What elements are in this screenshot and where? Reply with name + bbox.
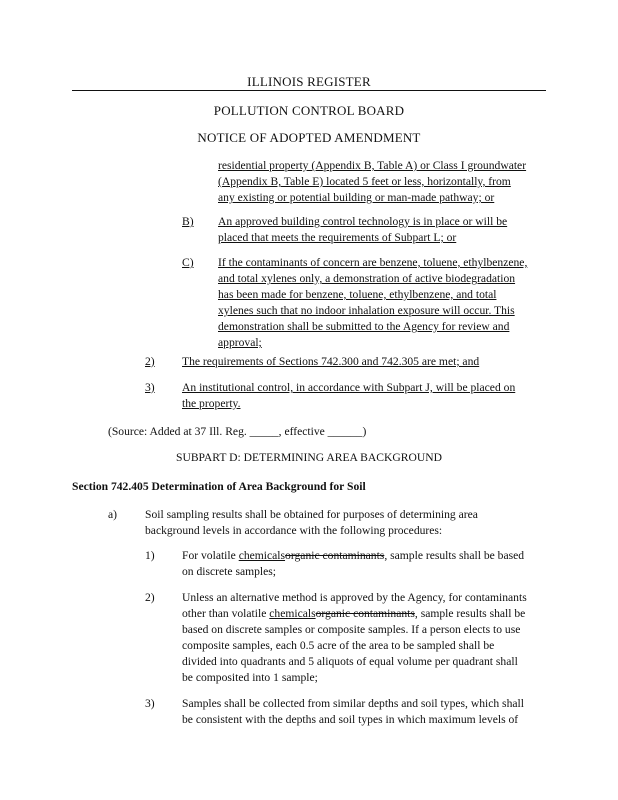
source-note: (Source: Added at 37 Ill. Reg. _____, effective ______) <box>108 425 367 438</box>
sub-1-marker: 1) <box>145 549 155 562</box>
deleted-text: organic contaminants <box>285 549 385 562</box>
item-b-marker: B) <box>182 215 194 228</box>
sub-2-text: other than volatile <box>182 607 270 620</box>
inserted-text: chemicals <box>238 549 286 562</box>
board-name: POLLUTION CONTROL BOARD <box>213 103 405 118</box>
sub-3-line: Samples shall be collected from similar depths and soil types, which shall <box>182 697 524 710</box>
sub-2-line: Unless an alternative method is approved by the Agency, for contaminants <box>182 591 527 604</box>
para-a-line: Soil sampling results shall be obtained for purposes of determining area <box>145 508 478 521</box>
para-a-marker: a) <box>108 508 118 521</box>
item-3-line: An institutional control, in accordance with Subpart J, will be placed on <box>182 381 516 394</box>
sub-2-text: , sample results shall be <box>414 607 526 620</box>
register-title: ILLINOIS REGISTER <box>247 74 371 89</box>
sub-2-line: based on discrete samples or composite samples. If a person elects to use <box>182 623 521 636</box>
sub-2-line: composite samples, each 0.5 acre of the area to be sampled shall be <box>182 639 495 652</box>
section-heading: Section 742.405 Determination of Area Background for Soil <box>72 480 366 493</box>
sub-3-marker: 3) <box>145 697 155 710</box>
item-2-marker: 2) <box>145 355 155 368</box>
continuation-line: residential property (Appendix B, Table A) or Class I groundwater <box>218 159 527 172</box>
subpart-title: SUBPART D: DETERMINING AREA BACKGROUND <box>176 451 442 464</box>
sub-1-text: For volatile <box>182 549 239 562</box>
item-3-marker: 3) <box>145 381 155 394</box>
item-c-line: If the contaminants of concern are benzene, toluene, ethylbenzene, <box>218 256 528 269</box>
sub-2-line <box>182 606 525 622</box>
notice-title: NOTICE OF ADOPTED AMENDMENT <box>197 130 421 145</box>
item-c-line: xylenes such that no indoor inhalation exposure will occur. This <box>218 304 515 317</box>
para-a-line: background levels in accordance with the following procedures: <box>145 524 443 537</box>
deleted-text: organic contaminants <box>315 607 415 620</box>
item-c-marker: C) <box>182 256 194 269</box>
continuation-line: (Appendix B, Table E) located 5 feet or less, horizontally, from <box>218 175 511 188</box>
item-c-line: has been made for benzene, toluene, ethylbenzene, and total <box>218 288 497 301</box>
item-c-line: demonstration shall be submitted to the Agency for review and <box>218 320 510 333</box>
sub-2-line: divided into quadrants and 5 aliquots of equal volume per quadrant shall <box>182 655 518 668</box>
sub-2-line: be composited into 1 sample; <box>182 671 318 684</box>
sub-2-marker: 2) <box>145 591 155 604</box>
inserted-text: chemicals <box>269 607 316 620</box>
sub-1-line <box>182 548 524 564</box>
item-b-line: An approved building control technology is in place or will be <box>218 215 508 228</box>
sub-3-line: be consistent with the depths and soil types in which maximum levels of <box>182 713 519 726</box>
continuation-line: any existing or potential building or man-made pathway; or <box>218 191 495 204</box>
item-2-text: The requirements of Sections 742.300 and 742.305 are met; and <box>182 355 480 368</box>
item-3-line: the property. <box>182 397 241 410</box>
sub-1-line: on discrete samples; <box>182 565 277 578</box>
header-rule <box>72 90 546 91</box>
item-c-line: and total xylenes only, a demonstration of active biodegradation <box>218 272 516 285</box>
sub-1-text: , sample results shall be based <box>384 549 525 562</box>
item-b-line: placed that meets the requirements of Subpart L; or <box>218 231 457 244</box>
item-c-line: approval; <box>218 336 262 349</box>
